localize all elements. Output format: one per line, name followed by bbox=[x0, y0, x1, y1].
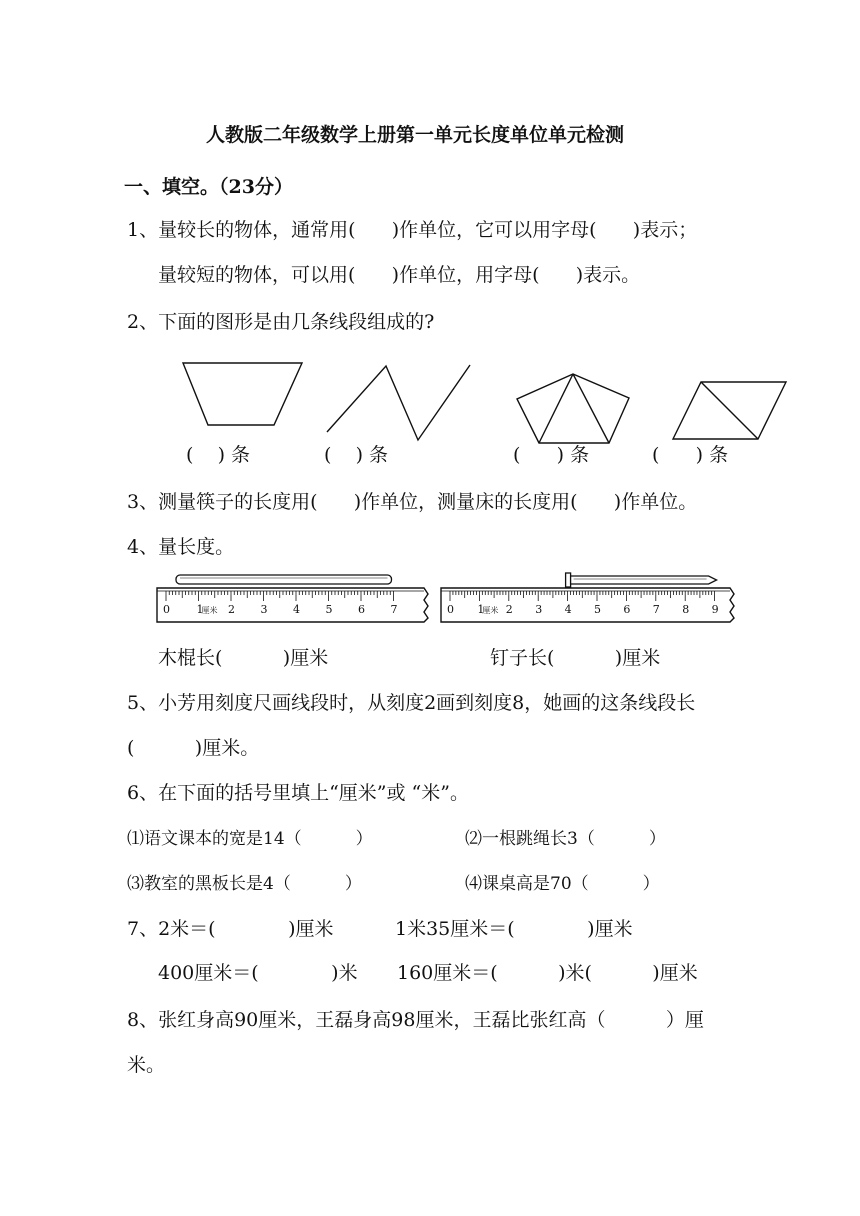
question-4-answer-2: 钉子长( )厘米 bbox=[490, 647, 661, 669]
question-7-part-d: 160厘米＝( )米( )厘米 bbox=[397, 962, 698, 984]
question-5-line-2: ( )厘米。 bbox=[127, 737, 260, 759]
ruler1-unit-label: 厘米 bbox=[201, 606, 218, 615]
ruler2-tick-label-6: 6 bbox=[623, 603, 631, 616]
nail-body bbox=[571, 576, 717, 584]
question-2-text: 2、下面的图形是由几条线段组成的? bbox=[127, 311, 435, 333]
question-2-answer-1: ( ) 条 bbox=[186, 444, 251, 466]
pentagon-diagonal-left bbox=[539, 374, 573, 443]
question-7-part-a: 7、2米＝( )厘米 bbox=[127, 918, 334, 940]
question-2-answer-4: ( ) 条 bbox=[652, 444, 729, 466]
question-6-item-2: ⑵一根跳绳长3（ ） bbox=[465, 829, 666, 849]
ruler2-tick-label-1: 1 bbox=[477, 603, 485, 616]
question-2-answer-3: ( ) 条 bbox=[513, 444, 590, 466]
ruler2-tick-label-4: 4 bbox=[564, 603, 572, 616]
zigzag-shape bbox=[327, 365, 470, 440]
question-1-line-1: 1、量较长的物体，通常用( )作单位，它可以用字母( )表示； bbox=[127, 219, 698, 241]
question-8-line-2: 米。 bbox=[127, 1054, 166, 1076]
pentagon-shape bbox=[517, 374, 629, 443]
question-4-text: 4、量长度。 bbox=[127, 536, 235, 558]
question-2-answer-2: ( ) 条 bbox=[324, 444, 389, 466]
question-2-shapes bbox=[0, 355, 860, 450]
question-6-item-3: ⑶教室的黑板长是4（ ） bbox=[127, 874, 362, 894]
ruler2-tick-label-9: 9 bbox=[711, 603, 719, 616]
ruler1-tick-label-3: 3 bbox=[260, 603, 268, 616]
ruler2-tick-label-7: 7 bbox=[652, 603, 660, 616]
stick bbox=[176, 575, 392, 584]
ruler-with-stick bbox=[155, 570, 430, 628]
question-3-text: 3、测量筷子的长度用( )作单位，测量床的长度用( )作单位。 bbox=[127, 491, 698, 513]
ruler2-tick-label-0: 0 bbox=[447, 603, 454, 616]
ruler2-tick-label-5: 5 bbox=[594, 603, 601, 616]
ruler1-tick-label-6: 6 bbox=[358, 603, 365, 616]
question-7-part-c: 400厘米＝( )米 bbox=[158, 962, 358, 984]
parallelogram-diagonal bbox=[701, 382, 758, 439]
ruler2-tick-label-2: 2 bbox=[505, 603, 513, 616]
question-6-item-1: ⑴语文课本的宽是14（ ） bbox=[127, 829, 373, 849]
question-4-answer-1: 木棍长( )厘米 bbox=[158, 647, 329, 669]
ruler1-tick-label-4: 4 bbox=[293, 603, 300, 616]
ruler2-tick-label-3: 3 bbox=[535, 603, 543, 616]
question-6-item-4: ⑷课桌高是70（ ） bbox=[465, 874, 660, 894]
section-heading: 一、填空。（23分） bbox=[124, 176, 293, 198]
page-title: 人教版二年级数学上册第一单元长度单位单元检测 bbox=[206, 124, 625, 146]
question-5-line-1: 5、小芳用刻度尺画线段时，从刻度2画到刻度8，她画的这条线段长 bbox=[127, 692, 696, 714]
ruler2-tick-label-8: 8 bbox=[682, 603, 690, 616]
ruler-with-nail bbox=[439, 570, 737, 628]
question-7-part-b: 1米35厘米＝( )厘米 bbox=[395, 918, 633, 940]
ruler1-tick-label-1: 1 bbox=[196, 603, 204, 616]
ruler2-unit-label: 厘米 bbox=[482, 606, 499, 615]
question-6-text: 6、在下面的括号里填上“厘米”或 “米”。 bbox=[127, 782, 469, 804]
nail-head bbox=[566, 573, 571, 587]
ruler1-tick-label-5: 5 bbox=[325, 603, 333, 616]
pentagon-diagonal-right bbox=[573, 374, 609, 443]
trapezoid-shape bbox=[183, 363, 302, 425]
question-8-line-1: 8、张红身高90厘米，王磊身高98厘米，王磊比张红高（ ）厘 bbox=[127, 1009, 704, 1031]
ruler1-tick-label-2: 2 bbox=[228, 603, 235, 616]
question-1-line-2: 量较短的物体，可以用( )作单位，用字母( )表示。 bbox=[158, 264, 641, 286]
ruler1-tick-label-0: 0 bbox=[163, 603, 170, 616]
ruler1-tick-label-7: 7 bbox=[390, 603, 398, 616]
